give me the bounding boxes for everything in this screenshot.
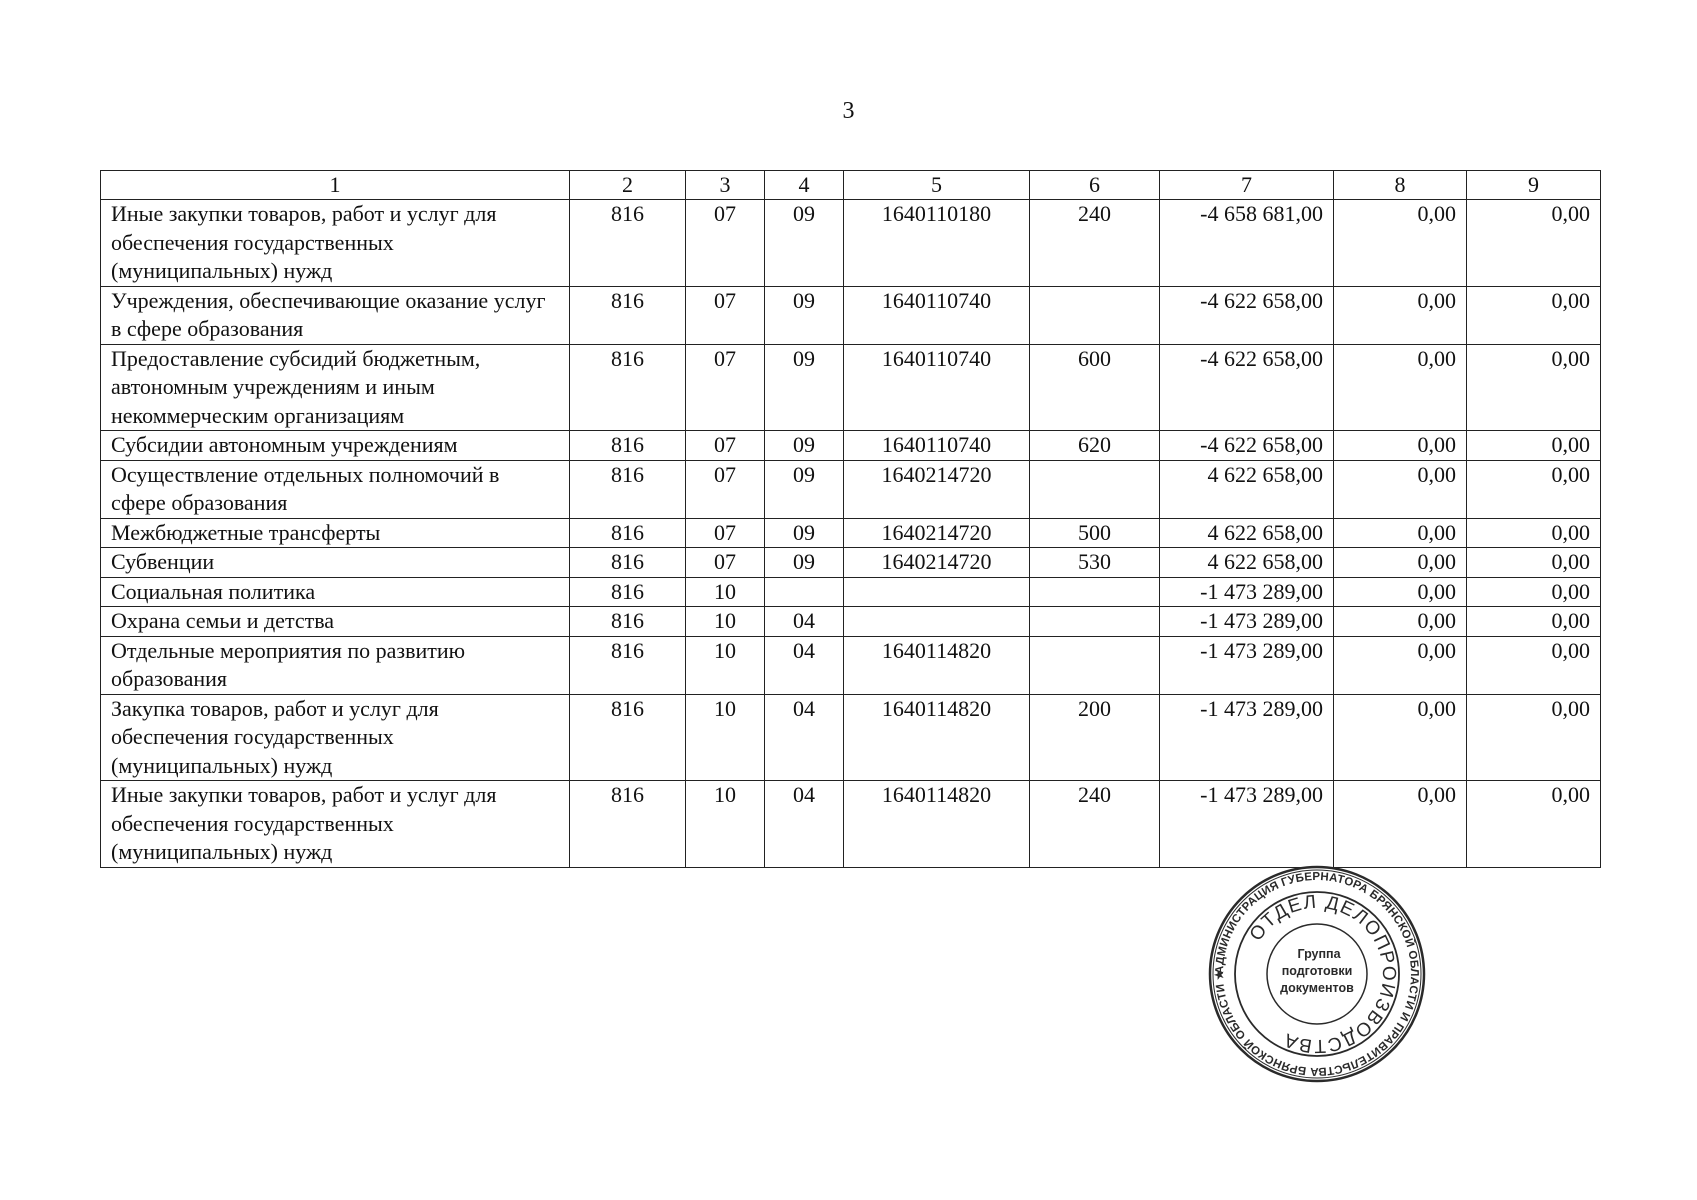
row-subsection-code: 04	[765, 781, 844, 868]
row-name: Иные закупки товаров, работ и услуг для обеспечения государственных (муниципальных) нужд	[101, 781, 570, 868]
table-row	[101, 607, 1601, 637]
row-name: Предоставление субсидий бюджетным, автономным учреждениям и иным некоммерческим организациям	[101, 344, 570, 431]
table-row	[101, 781, 1601, 868]
row-section-code: 07	[686, 431, 765, 461]
row-target-article: 1640110740	[844, 286, 1030, 344]
row-target-article	[844, 577, 1030, 607]
row-amount: 0,00	[1334, 518, 1467, 548]
row-section-code: 10	[686, 636, 765, 694]
table-row	[101, 577, 1601, 607]
column-header: 1	[101, 171, 570, 200]
row-expense-type: 620	[1030, 431, 1160, 461]
row-expense-type: 600	[1030, 344, 1160, 431]
row-grbs-code: 816	[570, 518, 686, 548]
row-section-code: 10	[686, 577, 765, 607]
row-expense-type	[1030, 636, 1160, 694]
row-amount: -1 473 289,00	[1160, 781, 1334, 868]
row-expense-type	[1030, 286, 1160, 344]
row-grbs-code: 816	[570, 431, 686, 461]
row-section-code: 10	[686, 694, 765, 781]
row-amount: -1 473 289,00	[1160, 607, 1334, 637]
row-amount: 0,00	[1334, 607, 1467, 637]
row-amount: -4 622 658,00	[1160, 286, 1334, 344]
row-amount: 0,00	[1467, 636, 1601, 694]
row-name: Учреждения, обеспечивающие оказание услуг в сфере образования	[101, 286, 570, 344]
row-expense-type: 530	[1030, 548, 1160, 578]
column-header: 2	[570, 171, 686, 200]
row-subsection-code: 04	[765, 607, 844, 637]
row-amount: -1 473 289,00	[1160, 694, 1334, 781]
row-amount: 0,00	[1467, 694, 1601, 781]
row-target-article: 1640110180	[844, 200, 1030, 287]
row-subsection-code	[765, 577, 844, 607]
official-stamp	[1207, 864, 1427, 1084]
column-header: 4	[765, 171, 844, 200]
row-expense-type	[1030, 577, 1160, 607]
page-number: 3	[842, 98, 855, 124]
row-target-article: 1640214720	[844, 548, 1030, 578]
row-expense-type: 240	[1030, 781, 1160, 868]
column-header: 8	[1334, 171, 1467, 200]
column-header: 7	[1160, 171, 1334, 200]
table-row	[101, 694, 1601, 781]
row-grbs-code: 816	[570, 577, 686, 607]
row-amount: 0,00	[1467, 286, 1601, 344]
budget-table	[100, 170, 1601, 868]
stamp-center-line: документов	[1280, 981, 1354, 995]
row-name: Закупка товаров, работ и услуг для обеспечения государственных (муниципальных) нужд	[101, 694, 570, 781]
row-amount: 4 622 658,00	[1160, 460, 1334, 518]
row-amount: 0,00	[1467, 607, 1601, 637]
row-amount: 0,00	[1334, 694, 1467, 781]
row-expense-type: 240	[1030, 200, 1160, 287]
row-grbs-code: 816	[570, 286, 686, 344]
row-subsection-code: 09	[765, 200, 844, 287]
row-amount: 0,00	[1334, 200, 1467, 287]
row-expense-type	[1030, 607, 1160, 637]
row-name: Отдельные мероприятия по развитию образования	[101, 636, 570, 694]
row-grbs-code: 816	[570, 636, 686, 694]
row-name: Социальная политика	[101, 577, 570, 607]
row-name: Межбюджетные трансферты	[101, 518, 570, 548]
row-section-code: 07	[686, 460, 765, 518]
column-header: 5	[844, 171, 1030, 200]
row-amount: 0,00	[1334, 460, 1467, 518]
row-grbs-code: 816	[570, 694, 686, 781]
row-amount: 0,00	[1467, 344, 1601, 431]
row-section-code: 07	[686, 548, 765, 578]
row-amount: 0,00	[1467, 431, 1601, 461]
row-grbs-code: 816	[570, 200, 686, 287]
row-amount: 4 622 658,00	[1160, 518, 1334, 548]
row-subsection-code: 04	[765, 694, 844, 781]
row-amount: 0,00	[1334, 548, 1467, 578]
row-target-article: 1640114820	[844, 636, 1030, 694]
row-target-article: 1640214720	[844, 518, 1030, 548]
row-section-code: 07	[686, 200, 765, 287]
row-amount: -1 473 289,00	[1160, 636, 1334, 694]
table-row	[101, 344, 1601, 431]
stamp-inner-text: ОТДЕЛ ДЕЛОПРОИЗВОДСТВА	[1245, 891, 1400, 1057]
row-amount: 0,00	[1334, 636, 1467, 694]
row-amount: -4 622 658,00	[1160, 431, 1334, 461]
row-expense-type: 500	[1030, 518, 1160, 548]
row-subsection-code: 09	[765, 344, 844, 431]
row-subsection-code: 09	[765, 431, 844, 461]
row-subsection-code: 09	[765, 518, 844, 548]
row-target-article: 1640214720	[844, 460, 1030, 518]
stamp-center-line: Группа	[1297, 947, 1341, 961]
row-expense-type: 200	[1030, 694, 1160, 781]
row-amount: 0,00	[1467, 460, 1601, 518]
row-subsection-code: 04	[765, 636, 844, 694]
row-section-code: 07	[686, 518, 765, 548]
table-row	[101, 548, 1601, 578]
row-grbs-code: 816	[570, 548, 686, 578]
row-amount: 0,00	[1467, 200, 1601, 287]
stamp-outer-text: АДМИНИСТРАЦИЯ ГУБЕРНАТОРА БРЯНСКОЙ ОБЛАСТИ И ПРАВИТЕЛЬСТВА БРЯНСКОЙ ОБЛАСТИ ★	[1213, 870, 1421, 1078]
table-row	[101, 636, 1601, 694]
row-subsection-code: 09	[765, 460, 844, 518]
row-grbs-code: 816	[570, 607, 686, 637]
row-target-article	[844, 607, 1030, 637]
row-name: Осуществление отдельных полномочий в сфере образования	[101, 460, 570, 518]
row-section-code: 07	[686, 344, 765, 431]
row-amount: 0,00	[1467, 518, 1601, 548]
column-header: 6	[1030, 171, 1160, 200]
row-amount: 0,00	[1467, 781, 1601, 868]
row-amount: 4 622 658,00	[1160, 548, 1334, 578]
column-header: 3	[686, 171, 765, 200]
row-name: Субсидии автономным учреждениям	[101, 431, 570, 461]
row-target-article: 1640110740	[844, 431, 1030, 461]
row-grbs-code: 816	[570, 344, 686, 431]
row-name: Иные закупки товаров, работ и услуг для обеспечения государственных (муниципальных) нужд	[101, 200, 570, 287]
row-section-code: 10	[686, 781, 765, 868]
row-grbs-code: 816	[570, 460, 686, 518]
row-grbs-code: 816	[570, 781, 686, 868]
row-amount: 0,00	[1334, 781, 1467, 868]
row-amount: 0,00	[1334, 344, 1467, 431]
row-amount: -4 622 658,00	[1160, 344, 1334, 431]
table-row	[101, 431, 1601, 461]
row-target-article: 1640114820	[844, 694, 1030, 781]
table-row	[101, 200, 1601, 287]
row-name: Охрана семьи и детства	[101, 607, 570, 637]
row-amount: 0,00	[1334, 286, 1467, 344]
row-section-code: 07	[686, 286, 765, 344]
row-amount: 0,00	[1467, 577, 1601, 607]
table-row	[101, 460, 1601, 518]
row-amount: 0,00	[1467, 548, 1601, 578]
header-row	[101, 171, 1601, 200]
row-amount: 0,00	[1334, 577, 1467, 607]
row-subsection-code: 09	[765, 286, 844, 344]
stamp-center-line: подготовки	[1281, 964, 1353, 978]
table-row	[101, 518, 1601, 548]
row-section-code: 10	[686, 607, 765, 637]
row-name: Субвенции	[101, 548, 570, 578]
column-header: 9	[1467, 171, 1601, 200]
row-target-article: 1640110740	[844, 344, 1030, 431]
row-amount: 0,00	[1334, 431, 1467, 461]
row-expense-type	[1030, 460, 1160, 518]
row-amount: -4 658 681,00	[1160, 200, 1334, 287]
row-target-article: 1640114820	[844, 781, 1030, 868]
row-subsection-code: 09	[765, 548, 844, 578]
row-amount: -1 473 289,00	[1160, 577, 1334, 607]
table-row	[101, 286, 1601, 344]
